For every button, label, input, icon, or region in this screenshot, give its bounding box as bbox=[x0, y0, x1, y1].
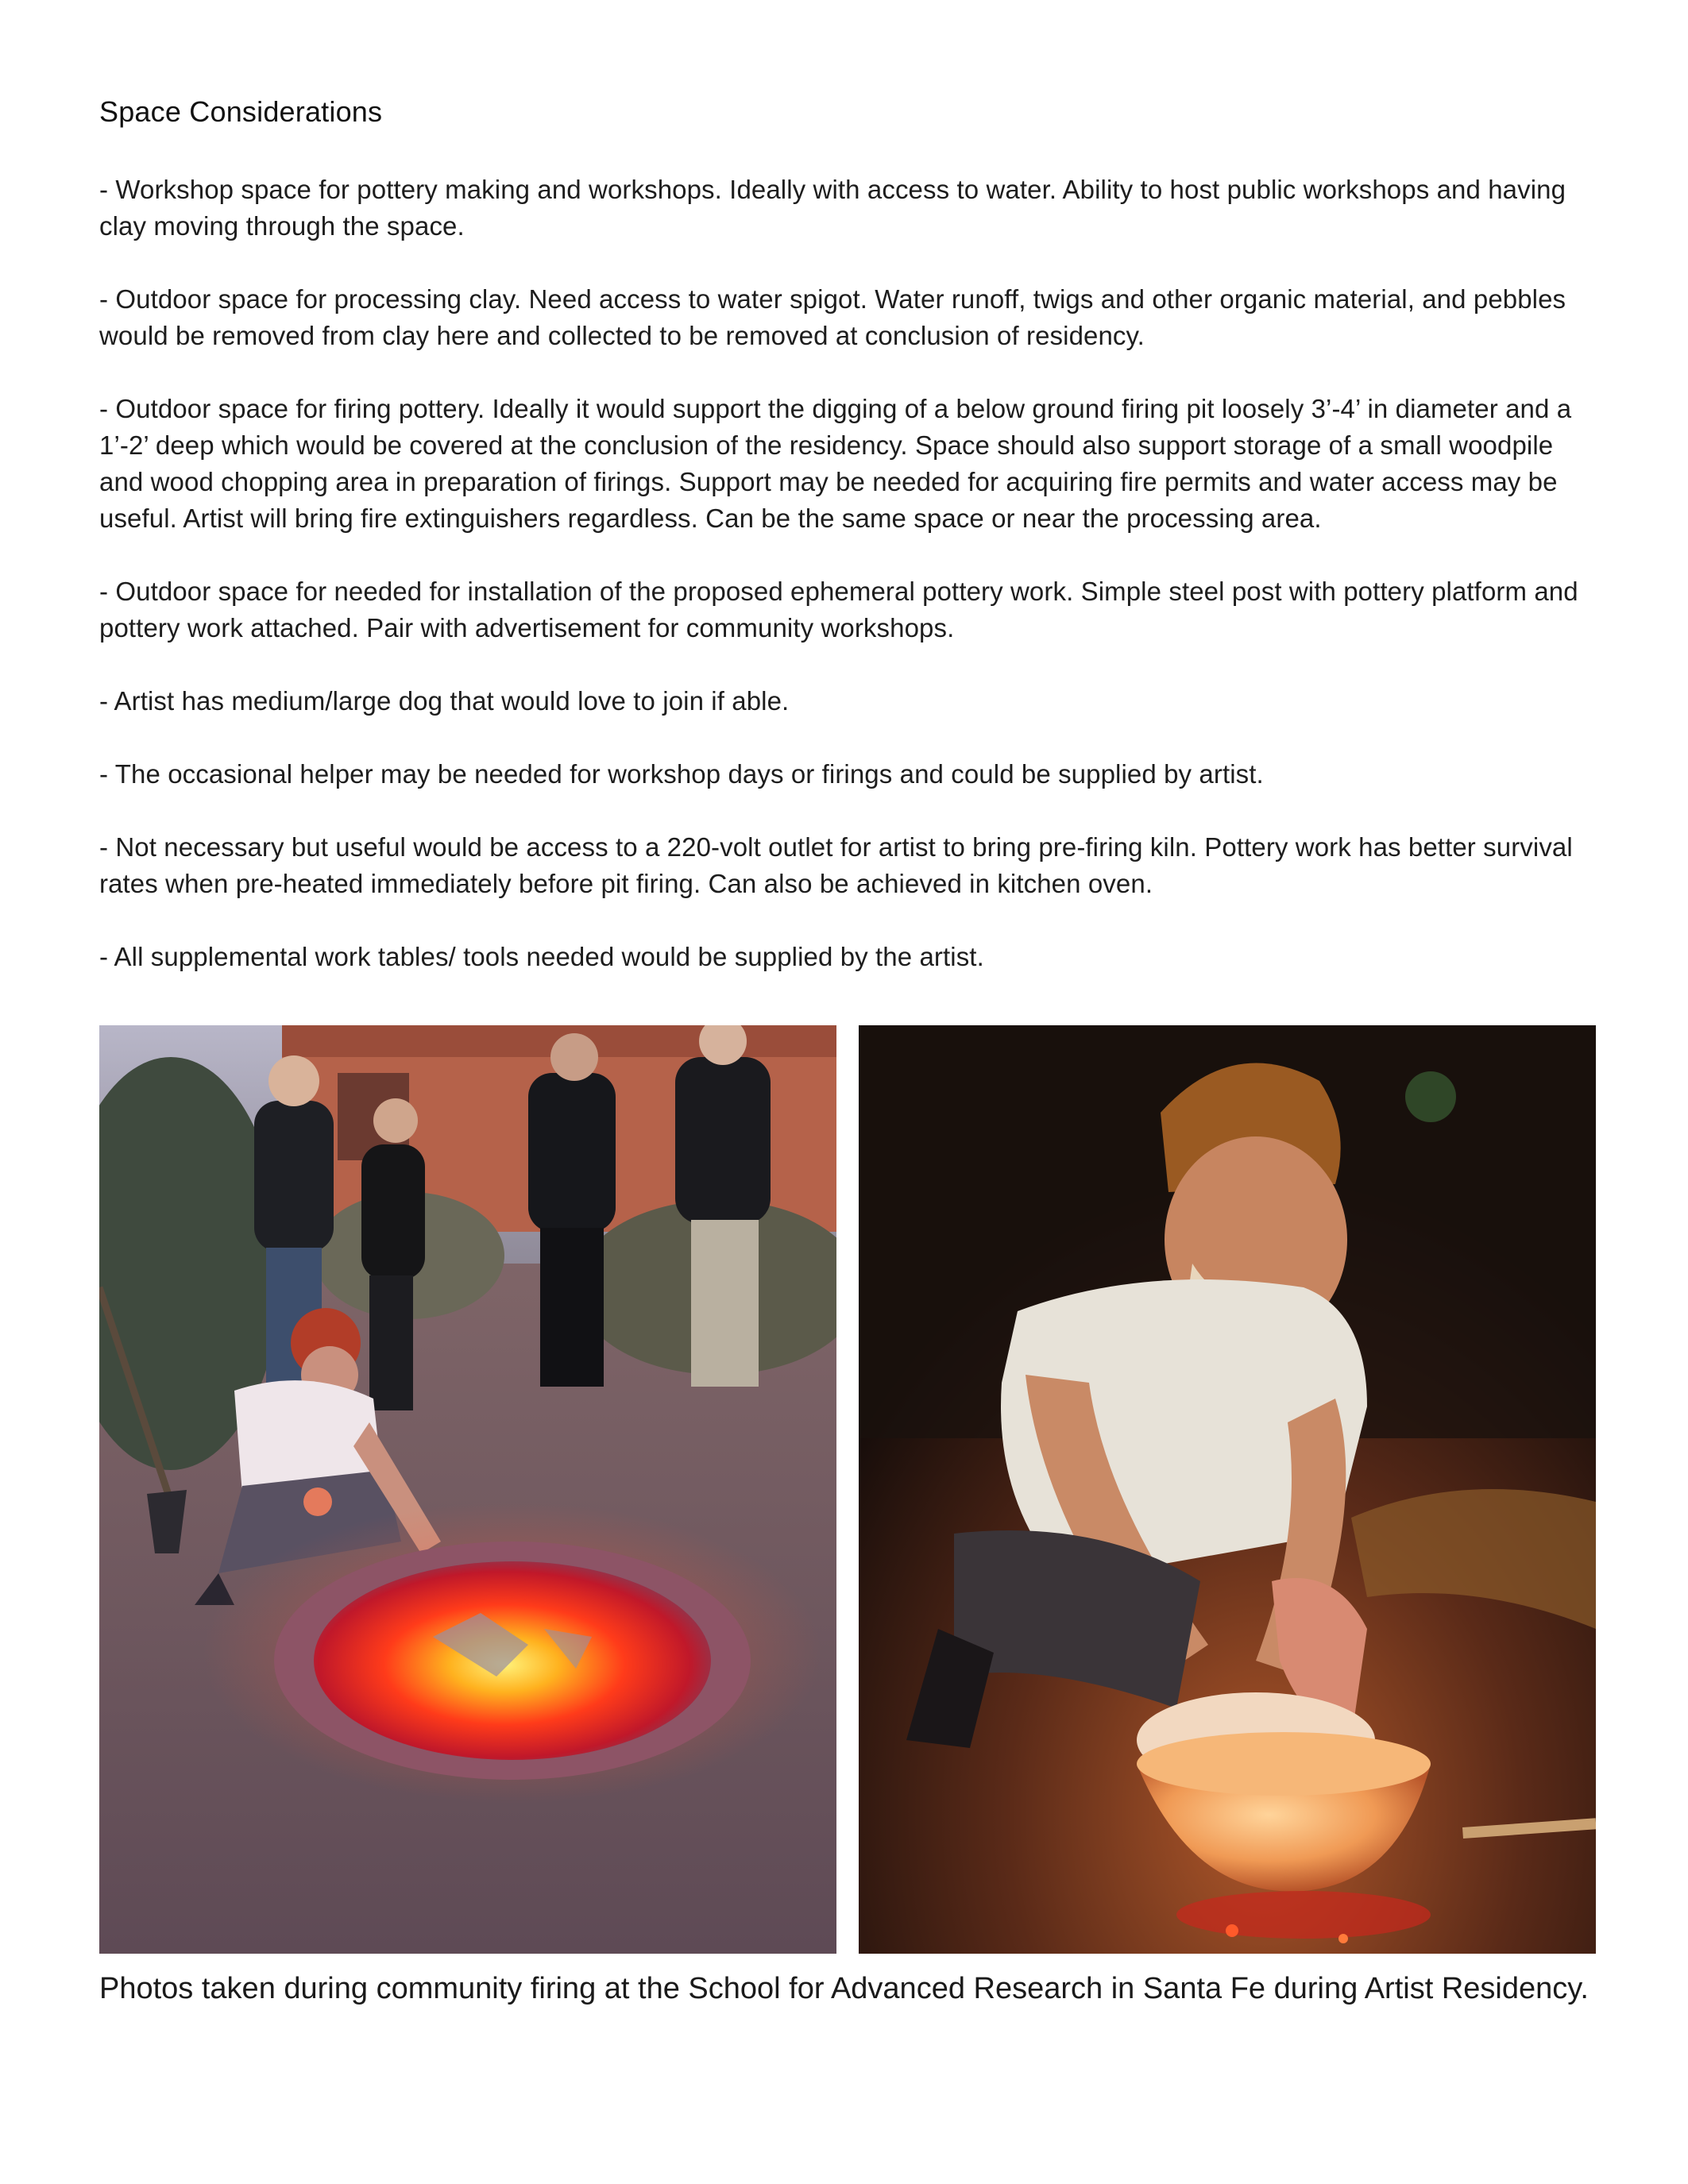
list-item: - The occasional helper may be needed for workshop days or firings and could be supplied by artist. bbox=[99, 759, 1264, 789]
list-item: - Outdoor space for processing clay. Need access to water spigot. Water runoff, twigs and other organic material, and pebbles would be removed from clay here and collected to be removed at conclusion of residency. bbox=[99, 284, 1566, 350]
artist-with-pottery-photo bbox=[859, 1025, 1596, 1954]
pit-firing-photo bbox=[99, 1025, 836, 1954]
list-item: - All supplemental work tables/ tools needed would be supplied by the artist. bbox=[99, 942, 984, 971]
list-item: - Outdoor space for needed for installation of the proposed ephemeral pottery work. Simple steel post with pottery platform and pottery work attached. Pair with advertisement for community workshops. bbox=[99, 577, 1578, 642]
list-item: - Not necessary but useful would be access to a 220-volt outlet for artist to bring pre-firing kiln. Pottery work has better survival rates when pre-heated immediately before pit firing. Can also be achieved in kitchen oven. bbox=[99, 832, 1573, 898]
list-item: - Workshop space for pottery making and workshops. Ideally with access to water. Ability to host public workshops and having clay moving through the space. bbox=[99, 175, 1566, 241]
list-item: - Artist has medium/large dog that would love to join if able. bbox=[99, 686, 790, 716]
section-heading: Space Considerations bbox=[99, 95, 383, 128]
photo-caption: Photos taken during community firing at the School for Advanced Research in Santa Fe during Artist Residency. bbox=[99, 1972, 1589, 2005]
list-item: - Outdoor space for firing pottery. Ideally it would support the digging of a below ground firing pit loosely 3’-4’ in diameter and a 1’-2’ deep which would be covered at the conclusion of the residency. Space should also support storage of a small woodpile and wood chopping area in preparation of firings. Support may be needed for acquiring fire permits and water access may be useful. Artist will bring fire extinguishers regardless. Can be the same space or near the processing area. bbox=[99, 394, 1572, 533]
space-considerations-list bbox=[99, 172, 1593, 1012]
